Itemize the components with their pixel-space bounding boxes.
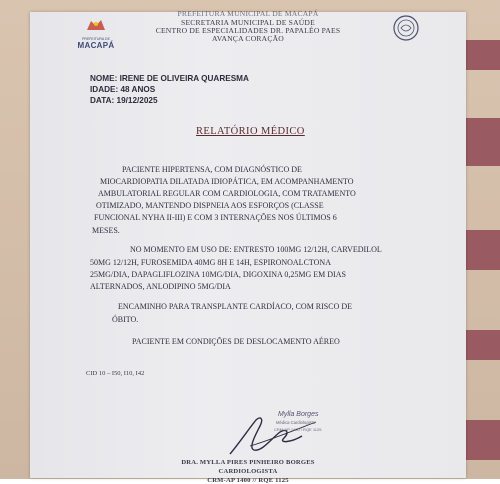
doctor-specialty: CARDIOLOGISTA [218, 468, 278, 475]
health-seal-icon [392, 14, 420, 42]
doctor-name: DRA. MYLLA PIRES PINHEIRO BORGES [181, 459, 315, 466]
header-line-4: AVANÇA CORAÇÃO [212, 34, 284, 43]
background-stripe [466, 118, 500, 166]
paragraph-1-line: AMBULATORIAL REGULAR COM CARDIOLOGIA, COM TRATAMENTO [98, 189, 356, 198]
header-line-1: PREFEITURA MUNICIPAL DE MACAPÁ [177, 9, 319, 18]
header-line-3: CENTRO DE ESPECIALIDADES DR. PAPALÉO PAES [155, 26, 341, 35]
paragraph-2-line: 50MG 12/12H, FUROSEMIDA 40MG 8H E 14H, ESPIRONOALCTONA [90, 258, 331, 267]
signature [220, 402, 340, 462]
paragraph-3-line: ÓBITO. [112, 315, 139, 324]
paragraph-1-line: OTIMIZADO, MANTENDO DISPNEIA AOS ESFORÇOS (CLASSE [96, 201, 324, 210]
cid-codes: CID 10 – I50, I10, I42 [86, 370, 145, 377]
background-stripe [466, 330, 500, 360]
paragraph-3-line: ENCAMINHO PARA TRANSPLANTE CARDÍACO, COM RISCO DE [118, 302, 353, 311]
paragraph-2-line: ALTERNADOS, ANLODIPINO 5MG/DIA [90, 282, 231, 291]
medical-report-page [30, 9, 466, 484]
doctor-crm: CRM-AP 1400 // RQE 1125 [207, 477, 289, 484]
logo-subtext: PREFEITURA DE [82, 37, 110, 41]
stamp-name: Mylla Borges [278, 411, 319, 418]
paragraph-1-line: FUNCIONAL NYHA II-III) E COM 3 INTERNAÇÕES NOS ÚLTIMOS 6 [94, 213, 337, 222]
patient-name: NOME: IRENE DE OLIVEIRA QUARESMA [90, 74, 249, 83]
paragraph-1-line: PACIENTE HIPERTENSA, COM DIAGNÓSTICO DE [122, 165, 302, 174]
stamp-role: Médica Cardiologista [276, 420, 316, 425]
patient-age: IDADE: 48 ANOS [90, 85, 156, 94]
logo-text: MACAPÁ [77, 41, 115, 50]
paragraph-2-line: NO MOMENTO EM USO DE: ENTRESTO 100MG 12/12H, CARVEDILOL [130, 245, 382, 254]
stamp-crm: CRM-AP 1400 / RQE 1125 [274, 427, 322, 432]
report-date: DATA: 19/12/2025 [90, 96, 158, 105]
header-line-2: SECRETARIA MUNICIPAL DE SAÚDE [181, 18, 315, 27]
background-stripe [466, 40, 500, 70]
paragraph-1-line: MESES. [92, 226, 120, 235]
background-stripe [466, 230, 500, 270]
paragraph-4-line: PACIENTE EM CONDIÇÕES DE DESLOCAMENTO AÉREO [132, 337, 340, 346]
report-title: RELATÓRIO MÉDICO [196, 126, 305, 137]
paragraph-2-line: 25MG/DIA, DAPAGLIFLOZINA 10MG/DIA, DIGOXINA 0,25MG EM DIAS [90, 270, 346, 279]
background-stripe [466, 420, 500, 460]
paragraph-1-line: MIOCARDIOPATIA DILATADA IDIOPÁTICA, EM ACOMPANHAMENTO [100, 177, 354, 186]
